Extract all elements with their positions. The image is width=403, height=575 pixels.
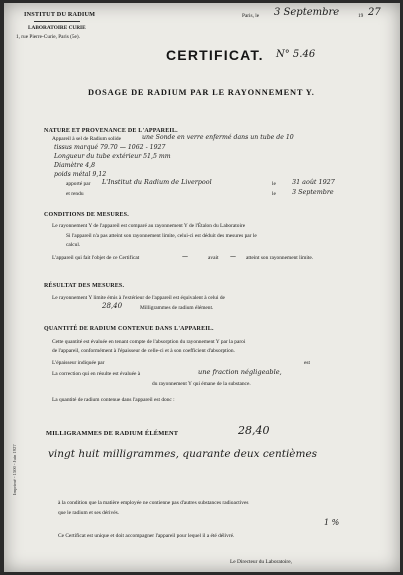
result-value-handwritten: 28,40 bbox=[102, 302, 123, 310]
returned-label: et rendu bbox=[66, 191, 84, 197]
year-printed: 19 bbox=[358, 13, 364, 19]
precision-handwritten: 1 % bbox=[324, 518, 340, 527]
institute-name: INSTITUT DU RADIUM bbox=[24, 11, 96, 18]
conditions-line2: Si l'appareil n'a pas atteint son rayonnement limite, celui-ci est déduit des mesures par le bbox=[66, 233, 257, 239]
nature-line3-handwritten: Longueur du tube extérieur 51,5 mm bbox=[54, 153, 171, 160]
returned-date-handwritten: 3 Septembre bbox=[292, 188, 334, 196]
brought-date-le: le bbox=[272, 181, 276, 187]
conditions-line4-mark1: — bbox=[182, 253, 188, 260]
footer-line2: que le radium et ses dérivés. bbox=[58, 510, 120, 516]
result-line2: Milligrammes de radium élément. bbox=[140, 305, 214, 311]
quantity-line6: La quantité de radium contenue dans l'appareil est donc : bbox=[52, 397, 175, 403]
section-heading-quantity: QUANTITÉ DE RADIUM CONTENUE DANS L'APPAREIL. bbox=[44, 326, 214, 332]
certificate-subtitle: DOSAGE DE RADIUM PAR LE RAYONNEMENT Y. bbox=[88, 88, 315, 97]
returned-date-le: le bbox=[272, 191, 276, 197]
year-handwritten: 27 bbox=[368, 7, 381, 18]
header-divider bbox=[34, 21, 80, 22]
quantity-line3-end: est bbox=[304, 360, 310, 366]
conditions-line4-mid: avait bbox=[208, 255, 219, 261]
section-heading-result: RÉSULTAT DES MESURES. bbox=[44, 283, 125, 289]
nature-line5-handwritten: poids métal 9,12 bbox=[54, 171, 107, 178]
nature-line2-handwritten: tissus marqué 79.70 — 1062 - 1927 bbox=[54, 144, 166, 151]
place-date-prefix: Paris, le bbox=[242, 13, 260, 19]
nature-line1-label: Appareil à sel de Radium solide bbox=[52, 136, 122, 142]
nature-line4-handwritten: Diamètre 4,8 bbox=[54, 162, 96, 169]
conditions-line4-mark2: — bbox=[230, 253, 236, 260]
section-heading-conditions: CONDITIONS DE MESURES. bbox=[44, 212, 129, 218]
footer-line4: Ce Certificat est unique et doit accompagner l'appareil pour lequel il a été délivré. bbox=[58, 533, 235, 539]
nature-line1-handwritten: une Sonde en verre enfermé dans un tube de 10 bbox=[142, 134, 294, 141]
quantity-line5: du rayonnement Y qui émane de la substance. bbox=[152, 381, 251, 387]
date-handwritten: 3 Septembre bbox=[274, 7, 340, 18]
result-line1: Le rayonnement Y limite émis à l'extérieur de l'appareil est équivalent à celui de bbox=[52, 295, 225, 301]
milligrams-value-handwritten: 28,40 bbox=[238, 424, 270, 437]
director-signature-label: Le Directeur du Laboratoire, bbox=[230, 559, 292, 565]
quantity-line4-start: La correction qui en résulte est évaluée à bbox=[52, 371, 141, 377]
quantity-correction-handwritten: une fraction négligeable, bbox=[198, 368, 282, 376]
laboratory-address: 1, rue Pierre-Curie, Paris (5e). bbox=[16, 34, 80, 40]
conditions-line4-start: L'appareil qui fait l'objet de ce Certificat bbox=[52, 255, 140, 261]
quantity-line2: de l'appareil, conformément à l'épaisseur de celle-ci et à son coefficient d'absorption. bbox=[52, 348, 235, 354]
brought-date-handwritten: 31 août 1927 bbox=[292, 178, 335, 186]
milligrams-words-handwritten: vingt huit milligrammes, quarante deux centièmes bbox=[48, 448, 318, 460]
brought-by-label: apporté par bbox=[66, 181, 91, 187]
footer-line1: à la condition que la matière employée ne contienne pas d'autres substances radioactives bbox=[58, 500, 249, 506]
section-heading-nature: NATURE ET PROVENANCE DE L'APPAREIL. bbox=[44, 128, 178, 134]
certificate-page bbox=[4, 3, 400, 572]
laboratory-name: LABORATOIRE CURIE bbox=[28, 25, 86, 31]
printer-side-note: Imprimé - 1500 - Juin 1927 bbox=[12, 444, 17, 495]
quantity-line3-start: L'épaisseur indiquée par bbox=[52, 360, 105, 366]
conditions-line4-end: atteint son rayonnement limite. bbox=[246, 255, 314, 261]
milligrams-label: MILLIGRAMMES DE RADIUM ÉLÉMENT bbox=[46, 430, 179, 437]
brought-by-handwritten: L'Institut du Radium de Liverpool bbox=[102, 178, 212, 186]
conditions-line1: Le rayonnement Y de l'appareil est comparé au rayonnement Y de l'Étalon du Laboratoire bbox=[52, 223, 246, 229]
certificate-number: N° 5.46 bbox=[276, 49, 316, 60]
quantity-line1: Cette quantité est évaluée en tenant compte de l'absorption du rayonnement Y par la paroi bbox=[52, 339, 246, 345]
conditions-line3: calcul. bbox=[66, 242, 81, 248]
certificate-title: CERTIFICAT. bbox=[166, 47, 264, 63]
